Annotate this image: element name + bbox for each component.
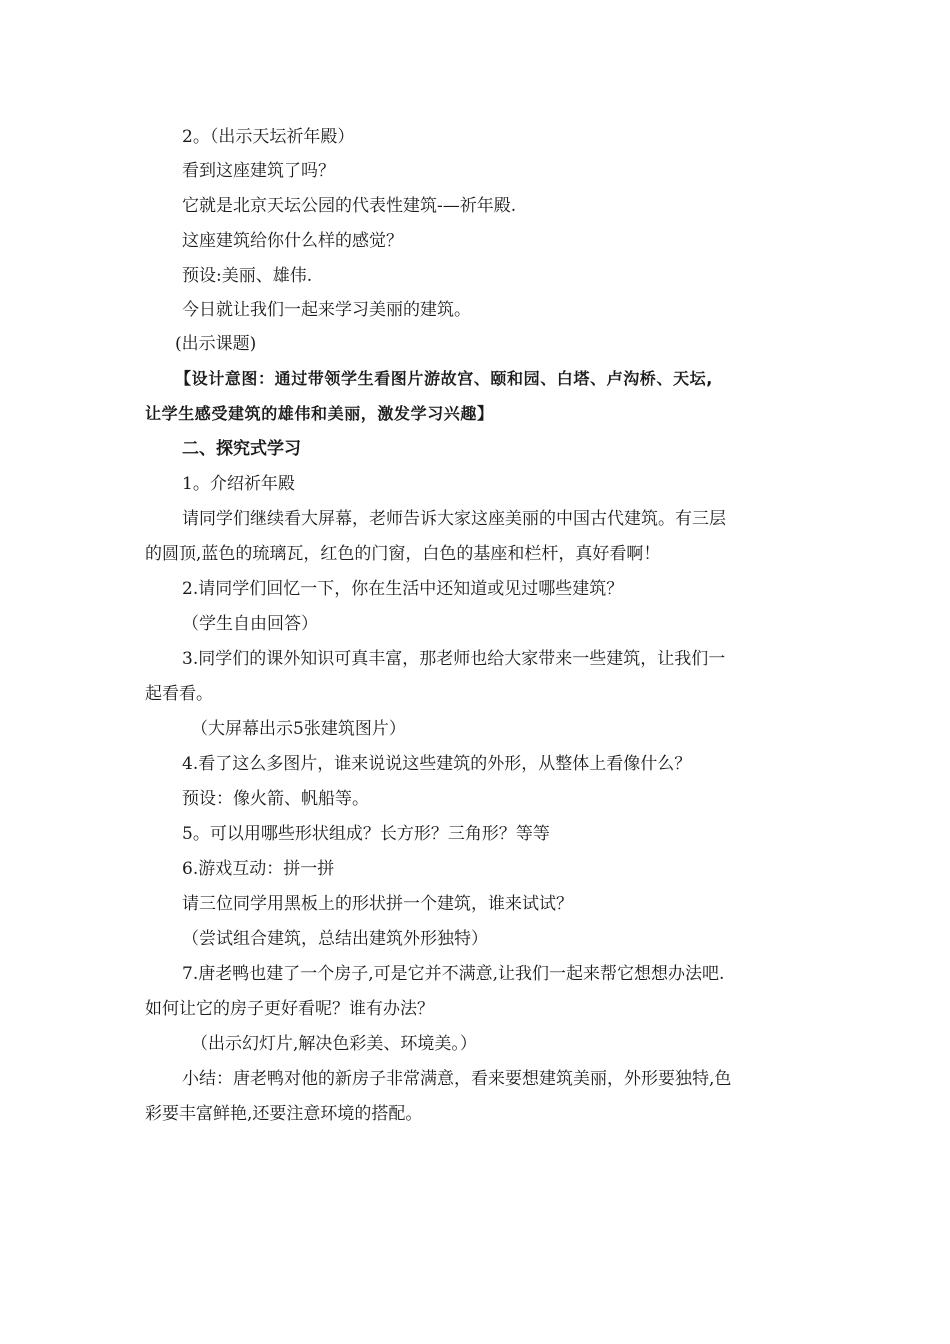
text-line: (出示课题): [175, 334, 257, 354]
summary-line: 彩要丰富鲜艳,还要注意环境的搭配。: [145, 1104, 423, 1124]
text-line: 看到这座建筑了吗？: [182, 161, 335, 181]
text-line: 2。（出示天坛祈年殿）: [182, 127, 355, 147]
text-line: 这座建筑给你什么样的感觉？: [182, 231, 403, 251]
text-line: 如何让它的房子更好看呢？谁有办法？: [145, 999, 434, 1019]
text-line: 5。可以用哪些形状组成？长方形？三角形？等等: [182, 824, 550, 844]
text-line: 7.唐老鸭也建了一个房子,可是它并不满意,让我们一起来帮它想想办法吧.: [182, 964, 725, 984]
design-intent-line: 【设计意图：通过带领学生看图片游故宫、颐和园、白塔、卢沟桥、天坛,: [175, 369, 713, 388]
text-line: 1。介绍祈年殿: [182, 474, 295, 494]
text-line: 它就是北京天坛公园的代表性建筑-—祈年殿.: [182, 196, 517, 216]
text-line: （学生自由回答）: [182, 614, 318, 634]
text-line: 请同学们继续看大屏幕，老师告诉大家这座美丽的中国古代建筑。有三层: [182, 509, 726, 529]
text-line: 2.请同学们回忆一下，你在生活中还知道或见过哪些建筑？: [182, 579, 624, 599]
text-line: 3.同学们的课外知识可真丰富，那老师也给大家带来一些建筑，让我们一: [182, 649, 726, 669]
text-line: （尝试组合建筑，总结出建筑外形独特）: [182, 929, 488, 949]
summary-line: 小结：唐老鸭对他的新房子非常满意，看来要想建筑美丽，外形要独特,色: [182, 1069, 732, 1089]
text-line: 的圆顶,蓝色的琉璃瓦，红色的门窗，白色的基座和栏杆，真好看啊！: [145, 544, 661, 564]
text-line: 请三位同学用黑板上的形状拼一个建筑，谁来试试？: [182, 894, 573, 914]
section-heading: 二、探究式学习: [182, 439, 301, 459]
text-line: （出示幻灯片,解决色彩美、环境美。）: [191, 1034, 477, 1054]
text-line: 预设:美丽、雄伟.: [182, 266, 313, 286]
design-intent-line: 让学生感受建筑的雄伟和美丽，激发学习兴趣】: [145, 404, 494, 423]
text-line: 起看看。: [145, 684, 213, 704]
text-line: （大屏幕出示5张建筑图片）: [191, 719, 406, 739]
text-line: 6.游戏互动：拼一拼: [182, 859, 335, 879]
text-line: 4.看了这么多图片，谁来说说这些建筑的外形，从整体上看像什么？: [182, 754, 692, 774]
text-line: 预设：像火箭、帆船等。: [182, 789, 369, 809]
text-line: 今日就让我们一起来学习美丽的建筑。: [182, 300, 471, 320]
